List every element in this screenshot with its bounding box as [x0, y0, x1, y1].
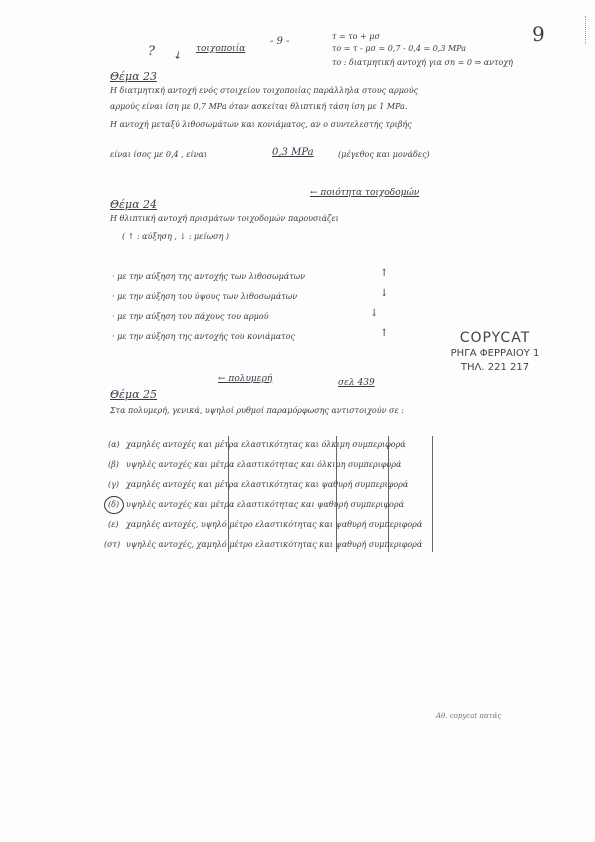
q25-option-b-label: (β) — [108, 460, 119, 469]
q23-line4-b: (μέγεθος και μονάδες) — [338, 150, 430, 159]
q25-option-e: χαμηλές αντοχές, υψηλό μέτρο ελαστικότητας και ψαθυρή συμπεριφορά — [126, 520, 423, 529]
q23-tag: τοιχοποιία — [196, 44, 246, 54]
column-guide-2 — [336, 436, 337, 552]
q24-item-2-arrow: ↓ — [380, 288, 389, 299]
q24-title: Θέμα 24 — [110, 198, 157, 211]
q24-legend: ( ↑ : αύξηση , ↓ : μείωση ) — [122, 232, 230, 241]
q23-line2: αρμούς είναι ίση με 0,7 MPa όταν ασκείται θλιπτική τάση ίση με 1 MPa. — [110, 102, 408, 111]
q25-option-f-label: (στ) — [104, 540, 121, 549]
q25-option-e-label: (ε) — [108, 520, 119, 529]
q25-option-b: υψηλές αντοχές και μέτρα ελαστικότητας και όλκιμη συμπεριφορά — [126, 460, 402, 469]
q24-intro: Η θλιπτική αντοχή πρισμάτων τοιχοδομών παρουσιάζει — [110, 214, 339, 223]
q23-answer: 0,3 MPa — [272, 147, 314, 158]
q23-title: Θέμα 23 — [110, 70, 157, 83]
footer-scribble: Αθ. copycat πατάς — [436, 712, 502, 720]
column-guide-3 — [388, 436, 389, 552]
q25-option-a: χαμηλές αντοχές και μέτρα ελαστικότητας και όλκιμη συμπεριφορά — [126, 440, 406, 449]
formula-2: τo = τ - μσ = 0,7 - 0,4 = 0,3 MPa — [332, 44, 466, 53]
q25-title: Θέμα 25 — [110, 388, 157, 401]
q24-item-3: · με την αύξηση του πάχους του αρμού — [112, 312, 269, 321]
q23-line1: Η διατμητική αντοχή ενός στοιχείου τοιχοποιίας παράλληλα στους αρμούς — [110, 86, 419, 95]
column-guide-1 — [228, 436, 229, 552]
page-number: - 9 - — [270, 36, 290, 47]
question-mark: ? — [148, 44, 155, 59]
q25-option-a-label: (α) — [108, 440, 120, 449]
column-guide-4 — [432, 436, 433, 552]
q25-option-c: χαμηλές αντοχές και μέτρα ελαστικότητας και ψαθυρή συμπεριφορά — [126, 480, 409, 489]
q24-tag: ← ποιότητα τοιχοδομών — [310, 188, 420, 198]
q25-option-d-label: (δ) — [108, 500, 120, 509]
formula-1: τ = τo + μσ — [332, 32, 380, 41]
q24-item-4: · με την αύξηση της αντοχής του κονιάματος — [112, 332, 295, 341]
stamp-street: ΡΗΓΑ ΦΕΡΡΑΙΟΥ 1 — [450, 348, 540, 359]
q24-item-2: · με την αύξηση του ύψους των λιθοσωμάτων — [112, 292, 298, 301]
arrow-icon: ↙ — [171, 48, 185, 63]
corner-dotted-mark — [585, 16, 595, 44]
corner-page-number: 9 — [532, 22, 545, 46]
q23-line3: Η αντοχή μεταξύ λιθοσωμάτων και κονιάματος, αν ο συντελεστής τριβής — [110, 120, 412, 129]
q24-item-3-arrow: ↓ — [370, 308, 379, 319]
q25-tag: ← πολυμερή — [218, 374, 273, 384]
formula-3: τo : διατμητική αντοχή για σn = 0 ⇒ αντοχή — [332, 58, 513, 67]
stamp-phone: ΤΗΛ. 221 217 — [460, 362, 530, 373]
stamp-name: COPYCAT — [459, 330, 531, 346]
q23-line4-a: είναι ίσος με 0,4 , είναι — [110, 150, 208, 159]
q25-intro: Στα πολυμερή, γενικά, υψηλοί ρυθμοί παραμόρφωσης αντιστοιχούν σε : — [110, 406, 404, 415]
q25-option-f: υψηλές αντοχές, χαμηλό μέτρο ελαστικότητας και ψαθυρή συμπεριφορά — [126, 540, 423, 549]
q25-option-c-label: (γ) — [108, 480, 120, 489]
q24-item-1: · με την αύξηση της αντοχής των λιθοσωμάτων — [112, 272, 306, 281]
q24-item-1-arrow: ↑ — [380, 268, 389, 279]
q25-option-d: υψηλές αντοχές και μέτρα ελαστικότητας και ψαθυρή συμπεριφορά — [126, 500, 404, 509]
q25-ref: σελ 439 — [338, 378, 375, 388]
q24-item-4-arrow: ↑ — [380, 328, 389, 339]
